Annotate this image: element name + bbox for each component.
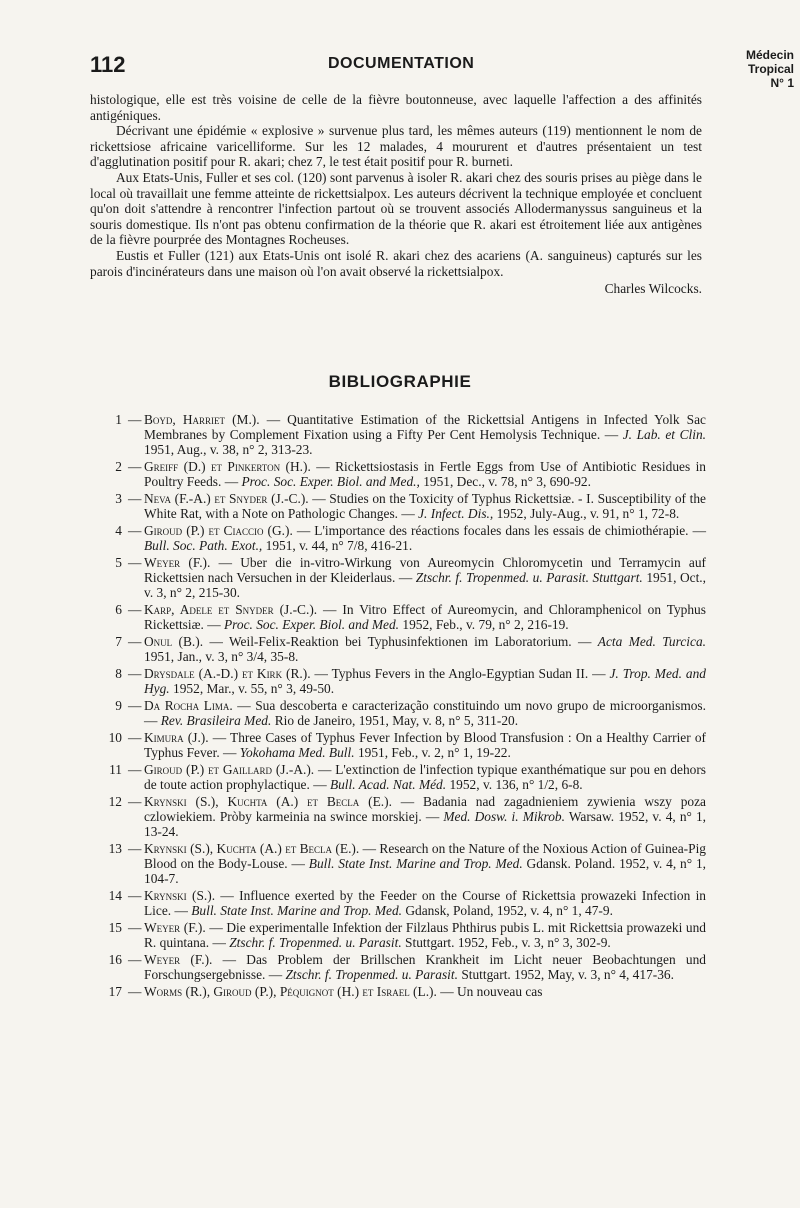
entry-authors: Weyer (F.). (144, 555, 211, 570)
journal-name-line-1: Médecin (745, 48, 794, 62)
entry-number: 12 (108, 794, 122, 809)
entry-number: 2 (115, 459, 122, 474)
entry-details: Rio de Janeiro, 1951, May, v. 8, n° 5, 311-20. (274, 713, 519, 728)
bibliography-entry: 12 — Krynski (S.), Kuchta (A.) et Becla (E.). — Badania nad zagadnieniem zywienia wszy poza czlowiekiem. Pròby karmeinia na swince morskiej. — Med. Dosw. i. Mikrob. Warsaw. 1952, v. 4, n° 1, 13-24. (90, 794, 706, 839)
bibliography-entry: 1 — Boyd, Harriet (M.). — Quantitative Estimation of the Rickettsial Antigens in Infected Yolk Sac Membranes by Complement Fixation using a Fifty Per Cent Hemolysis Technique. — J. Lab. et Clin. 1951, Aug., v. 38, n° 2, 313-23. (90, 412, 706, 457)
bibliography-entry: 5 — Weyer (F.). — Uber die in-vitro-Wirkung von Aureomycin Chloromycetin und Terramycin auf Rickettsien nach Versuchen in der Kleiderlaus. — Ztschr. f. Tropenmed. u. Parasit. Stuttgart. 1951, Oct., v. 3, n° 2, 215-30. (90, 555, 706, 600)
entry-journal: Ztschr. f. Tropenmed. u. Parasit. (229, 935, 402, 950)
page-header (0, 0, 800, 90)
bibliography-entry: 8 — Drysdale (A.-D.) et Kirk (R.). — Typhus Fevers in the Anglo-Egyptian Sudan II. — J. Trop. Med. and Hyg. 1952, Mar., v. 55, n° 3, 49-50. (90, 666, 706, 696)
entry-authors: Worms (R.), Giroud (P.), Péquignot (H.) et Israel (L.). (144, 984, 437, 999)
entry-dash: — (128, 888, 142, 903)
entry-number: 9 (115, 698, 122, 713)
entry-authors: Weyer (F.). (144, 952, 213, 967)
entry-journal: J. Lab. et Clin. (622, 427, 706, 442)
entry-journal: Proc. Soc. Exper. Biol. and Med., (241, 474, 420, 489)
entry-details: 1951, Dec., v. 78, n° 3, 690-92. (423, 474, 591, 489)
entry-details: 1951, Feb., v. 2, n° 1, 19-22. (357, 745, 511, 760)
entry-authors: Giroud (P.) et Gaillard (J.-A.). (144, 762, 315, 777)
paragraph-4: Eustis et Fuller (121) aux Etats-Unis ont isolé R. akari chez des acariens (A. sanguineus) capturés sur les parois d'incinérateurs dans une maison où l'on avait observé la rickettsialpox. (90, 247, 702, 279)
entry-dash: — (128, 459, 142, 474)
entry-title: Sua descoberta e caracterização constituindo um novo grupo de microorganismos. (255, 698, 706, 713)
entry-details: 1951, Aug., v. 38, n° 2, 313-23. (144, 442, 313, 457)
entry-title: Quantitative Estimation of the Rickettsial Antigens in Infected Yolk Sac Membranes by Complement Fixation using a Fifty Per Cent Hemolysis Technique. (144, 412, 706, 442)
entry-authors: Krynski (S.). (144, 888, 216, 903)
entry-number: 14 (108, 888, 122, 903)
paragraph-1: histologique, elle est très voisine de celle de la fièvre boutonneuse, avec laquelle l'affection a des affinités antigéniques. (90, 92, 702, 123)
entry-title: Rickettsiostasis in Fertle Eggs from Use of Antibiotic Residues in Poultry Feeds. (144, 459, 707, 489)
bibliography-entry: 15 — Weyer (F.). — Die experimentalle Infektion der Filzlaus Phthirus pubis L. mit Rickettsia prowazeki und R. quintana. — Ztschr. f. Tropenmed. u. Parasit. Stuttgart. 1952, Feb., v. 3, n° 3, 302-9. (90, 920, 706, 950)
entry-title: Un nouveau cas (456, 984, 543, 999)
entry-number: 7 (115, 634, 122, 649)
entry-authors: Giroud (P.) et Ciaccio (G.). (144, 523, 293, 538)
entry-journal: Bull. Acad. Nat. Méd. (329, 777, 447, 792)
bibliography-entry: 11 — Giroud (P.) et Gaillard (J.-A.). — L'extinction de l'infection typique exanthématique sur pou en dehors de toute action prophylactique. — Bull. Acad. Nat. Méd. 1952, v. 136, n° 1/2, 6-8. (90, 762, 706, 792)
bibliography-entry: 6 — Karp, Adele et Snyder (J.-C.). — In Vitro Effect of Aureomycin, and Chloramphenicol on Typhus Rickettsiæ. — Proc. Soc. Exper. Biol. and Med. 1952, Feb., v. 79, n° 2, 216-19. (90, 602, 706, 632)
bibliography-entry: 7 — Onul (B.). — Weil-Felix-Reaktion bei Typhusinfektionen im Laboratorium. — Acta Med. Turcica. 1951, Jan., v. 3, n° 3/4, 35-8. (90, 634, 706, 664)
entry-number: 11 (109, 762, 122, 777)
entry-dash: — (128, 523, 142, 538)
entry-dash: — (128, 602, 142, 617)
bibliography-entry: 10 — Kimura (J.). — Three Cases of Typhus Fever Infection by Blood Transfusion : On a Healthy Carrier of Typhus Fever. — Yokohama Med. Bull. 1951, Feb., v. 2, n° 1, 19-22. (90, 730, 706, 760)
entry-authors: Greiff (D.) et Pinkerton (H.). (144, 459, 311, 474)
entry-authors: Drysdale (A.-D.) et Kirk (R.). (144, 666, 311, 681)
bibliography-list (90, 412, 706, 1001)
entry-details: 1951, Jan., v. 3, n° 3/4, 35-8. (144, 649, 299, 664)
entry-authors: Da Rocha Lima. (144, 698, 233, 713)
bibliography-entry: 16 — Weyer (F.). — Das Problem der Brillschen Krankheit im Licht neuer Beobachtungen und Forschungsergebnisse. — Ztschr. f. Tropenmed. u. Parasit. Stuttgart. 1952, May, v. 3, n° 4, 417-36. (90, 952, 706, 982)
entry-title: Weil-Felix-Reaktion bei Typhusinfektionen im Laboratorium. (228, 634, 572, 649)
entry-authors: Karp, Adele et Snyder (J.-C.). (144, 602, 318, 617)
entry-dash: — (128, 762, 142, 777)
entry-journal: Rev. Brasileira Med. (160, 713, 272, 728)
entry-journal: Ztschr. f. Tropenmed. u. Parasit. Stuttgart. (415, 570, 643, 585)
bibliography-entry: 13 — Krynski (S.), Kuchta (A.) et Becla (E.). — Research on the Nature of the Noxious Action of Guinea-Pig Blood on the Body-Louse. — Bull. State Inst. Marine and Trop. Med. Gdansk. Poland. 1952, v. 4, n° 1, 104-7. (90, 841, 706, 886)
journal-name-line-2: Tropical (747, 62, 794, 76)
entry-title: Three Cases of Typhus Fever Infection by Blood Transfusion : On a Healthy Carrier of Typhus Fever. (144, 730, 706, 760)
entry-details: Warsaw. 1952, v. 4, n° 1, 13-24. (144, 809, 707, 839)
entry-number: 10 (108, 730, 122, 745)
entry-dash: — (128, 698, 142, 713)
entry-dash: — (128, 555, 142, 570)
entry-number: 6 (115, 602, 122, 617)
entry-title: Research on the Nature of the Noxious Action of Guinea-Pig Blood on the Body-Louse. (144, 841, 706, 871)
bibliography-heading: BIBLIOGRAPHIE (328, 372, 472, 391)
entry-dash: — (128, 952, 142, 967)
entry-title: Influence exerted by the Feeder on the Course of Rickettsia prowazeki Infection in Lice. (144, 888, 706, 918)
entry-number: 3 (115, 491, 122, 506)
entry-title: Typhus Fevers in the Anglo-Egyptian Sudan II. (331, 666, 589, 681)
entry-details: 1951, v. 44, n° 7/8, 416-21. (265, 538, 413, 553)
entry-dash: — (128, 666, 142, 681)
entry-details: 1952, July-Aug., v. 91, n° 1, 72-8. (496, 506, 680, 521)
entry-details: 1952, Feb., v. 79, n° 2, 216-19. (402, 617, 569, 632)
entry-journal: Med. Dosw. i. Mikrob. (443, 809, 565, 824)
author-signature: Charles Wilcocks. (604, 281, 702, 297)
body-text (90, 92, 702, 297)
entry-journal: Bull. Soc. Path. Exot., (144, 538, 263, 553)
entry-number: 13 (108, 841, 122, 856)
entry-journal: Bull. State Inst. Marine and Trop. Med. (191, 903, 402, 918)
entry-title: Die experimentalle Infektion der Filzlaus Phthirus pubis L. mit Rickettsia prowazeki und R. quintana. (144, 920, 706, 950)
entry-details: Gdansk. Poland. 1952, v. 4, n° 1, 104-7. (144, 856, 706, 886)
entry-number: 4 (115, 523, 122, 538)
entry-authors: Boyd, Harriet (M.). (144, 412, 260, 427)
bibliography-entry: 2 — Greiff (D.) et Pinkerton (H.). — Rickettsiostasis in Fertle Eggs from Use of Antibiotic Residues in Poultry Feeds. — Proc. Soc. Exper. Biol. and Med., 1951, Dec., v. 78, n° 3, 690-92. (90, 459, 706, 489)
entry-number: 1 (115, 412, 122, 427)
entry-authors: Onul (B.). (144, 634, 204, 649)
entry-details: 1952, v. 136, n° 1/2, 6-8. (449, 777, 583, 792)
entry-details: Stuttgart. 1952, May, v. 3, n° 4, 417-36. (461, 967, 674, 982)
entry-number: 5 (115, 555, 122, 570)
entry-authors: Krynski (S.), Kuchta (A.) et Becla (E.). (144, 841, 360, 856)
entry-journal: J. Trop. Med. and Hyg. (144, 666, 706, 696)
bibliography-entry: 14 — Krynski (S.). — Influence exerted by the Feeder on the Course of Rickettsia prowazeki Infection in Lice. — Bull. State Inst. Marine and Trop. Med. Gdansk, Poland, 1952, v. 4, n° 1, 47-9. (90, 888, 706, 918)
entry-authors: Weyer (F.). (144, 920, 206, 935)
paragraph-2: Décrivant une épidémie « explosive » survenue plus tard, les mêmes auteurs (119) mentionnent le nom de rickettsiose africaine varicelliforme. Sur les 12 malades, 4 moururent et d'autres présentaient un test d'agglutination positif pour R. akari; chez 7, le test était positif pour R. burneti. (90, 123, 702, 170)
entry-number: 8 (115, 666, 122, 681)
journal-name (746, 48, 794, 90)
entry-title: Studies on the Toxicity of Typhus Rickettsiæ. - I. Susceptibility of the White Rat, with a Note on Pathologic Changes. (144, 491, 706, 521)
entry-journal: J. Infect. Dis., (418, 506, 494, 521)
entry-dash: — (128, 794, 142, 809)
entry-details: 1952, Mar., v. 55, n° 3, 49-50. (173, 681, 335, 696)
entry-dash: — (128, 841, 142, 856)
entry-dash: — (128, 634, 142, 649)
entry-dash: — (128, 920, 142, 935)
journal-name-line-3: N° 1 (770, 76, 794, 90)
entry-dash: — (128, 730, 142, 745)
entry-journal: Acta Med. Turcica. (597, 634, 706, 649)
bibliography-entry: 4 — Giroud (P.) et Ciaccio (G.). — L'importance des réactions focales dans les essais de chimiothérapie. — Bull. Soc. Path. Exot., 1951, v. 44, n° 7/8, 416-21. (90, 523, 706, 553)
entry-details: Stuttgart. 1952, Feb., v. 3, n° 3, 302-9. (405, 935, 611, 950)
entry-authors: Kimura (J.). (144, 730, 209, 745)
entry-journal: Proc. Soc. Exper. Biol. and Med. (223, 617, 400, 632)
entry-title: In Vitro Effect of Aureomycin, and Chloramphenicol on Typhus Rickettsiæ. (144, 602, 706, 632)
running-title: DOCUMENTATION (328, 55, 475, 72)
entry-title: L'extinction de l'infection typique exanthématique sur pou en dehors de toute action prophylactique. (144, 762, 707, 792)
entry-details: 1951, Oct., v. 3, n° 2, 215-30. (144, 570, 707, 600)
page-number: 112 (90, 52, 126, 77)
entry-title: Das Problem der Brillschen Krankheit im Licht neuer Beobachtungen und Forschungsergebnisse. (144, 952, 706, 982)
bibliography-entry: 17 — Worms (R.), Giroud (P.), Péquignot (H.) et Israel (L.). — Un nouveau cas (90, 984, 706, 999)
entry-details: Gdansk, Poland, 1952, v. 4, n° 1, 47-9. (405, 903, 613, 918)
entry-title: L'importance des réactions focales dans les essais de chimiothérapie. (314, 523, 689, 538)
bibliography-entry: 9 — Da Rocha Lima. — Sua descoberta e caracterização constituindo um novo grupo de microorganismos. — Rev. Brasileira Med. Rio de Janeiro, 1951, May, v. 8, n° 5, 311-20. (90, 698, 706, 728)
bibliography-entry: 3 — Neva (F.-A.) et Snyder (J.-C.). — Studies on the Toxicity of Typhus Rickettsiæ. - I. Susceptibility of the White Rat, with a Note on Pathologic Changes. — J. Infect. Dis., 1952, July-Aug., v. 91, n° 1, 72-8. (90, 491, 706, 521)
entry-number: 17 (108, 984, 122, 999)
entry-dash: — (128, 412, 142, 427)
entry-title: Uber die in-vitro-Wirkung von Aureomycin Chloromycetin und Terramycin auf Rickettsien nach Versuchen in der Kleiderlaus. (144, 555, 706, 585)
entry-number: 15 (108, 920, 122, 935)
entry-journal: Yokohama Med. Bull. (239, 745, 355, 760)
paragraph-3: Aux Etats-Unis, Fuller et ses col. (120) sont parvenus à isoler R. akari chez des souris prises au piège dans le local où travaillait une femme atteinte de rickettsialpox. Les auteurs décrivent la technique employée et concluent qu'on doit s'attendre à rencontrer l'infection partout où se trouvent associés Allodermanyssus sanguineus et la souris domestique. Ils n'ont pas obtenu confirmation de la théorie que R. akari est étroitement liée aux antigènes de la fièvre pourprée des Montagnes Rocheuses. (90, 169, 702, 248)
entry-authors: Krynski (S.), Kuchta (A.) et Becla (E.). (144, 794, 392, 809)
entry-dash: — (128, 984, 142, 999)
entry-journal: Ztschr. f. Tropenmed. u. Parasit. (285, 967, 458, 982)
entry-authors: Neva (F.-A.) et Snyder (J.-C.). (144, 491, 309, 506)
entry-journal: Bull. State Inst. Marine and Trop. Med. (308, 856, 523, 871)
entry-number: 16 (108, 952, 122, 967)
entry-title: Badania nad zagadnieniem zywienia wszy poza czlowiekiem. Pròby karmeinia na swince morskiej. (144, 794, 706, 824)
entry-dash: — (128, 491, 142, 506)
